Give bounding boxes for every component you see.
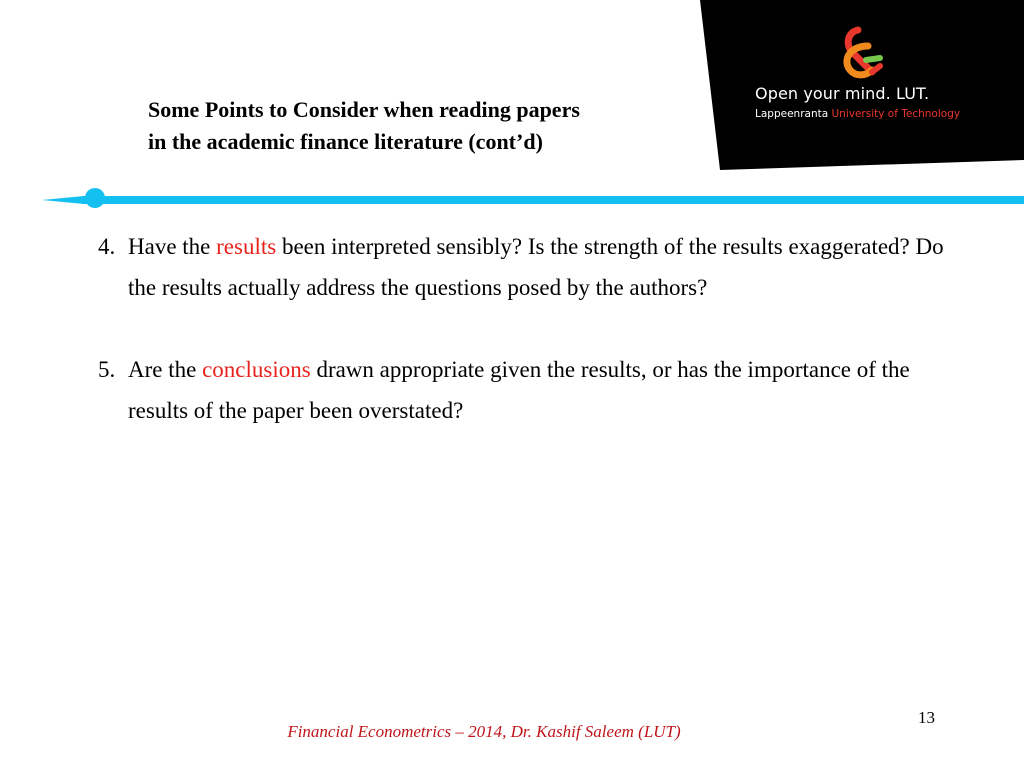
point-number: 5. bbox=[98, 357, 116, 382]
rule-bullet-dot bbox=[85, 188, 105, 208]
slide-title bbox=[148, 94, 708, 158]
slide-title-line2: in the academic finance literature (cont’d) bbox=[148, 129, 543, 154]
point-text-after: drawn appropriate given the results, or has the importance of the results of the paper been overstated? bbox=[128, 357, 910, 423]
point-item-4 bbox=[98, 226, 958, 308]
logo-tagline: Open your mind. LUT. bbox=[755, 84, 930, 103]
point-text-before: Are the bbox=[128, 357, 203, 382]
points-list bbox=[98, 226, 958, 472]
point-number: 4. bbox=[98, 234, 116, 259]
point-text-after: been interpreted sensibly? Is the strength of the results exaggerated? Do the results actually address the questions posed by the authors? bbox=[128, 234, 944, 300]
accent-rule bbox=[0, 185, 1024, 215]
page-number: 13 bbox=[918, 708, 935, 727]
slide-title-line1: Some Points to Consider when reading papers bbox=[148, 97, 580, 122]
point-highlight: conclusions bbox=[202, 357, 311, 382]
logo-subtitle bbox=[755, 108, 960, 120]
point-item-5 bbox=[98, 349, 958, 431]
footer-text: Financial Econometrics – 2014, Dr. Kashif Saleem (LUT) bbox=[287, 722, 681, 741]
logo-subtitle-accent: University of Technology bbox=[831, 108, 961, 120]
point-text-before: Have the bbox=[128, 234, 217, 259]
logo-subtitle-plain: Lappeenranta bbox=[755, 108, 829, 120]
point-highlight: results bbox=[216, 234, 277, 259]
